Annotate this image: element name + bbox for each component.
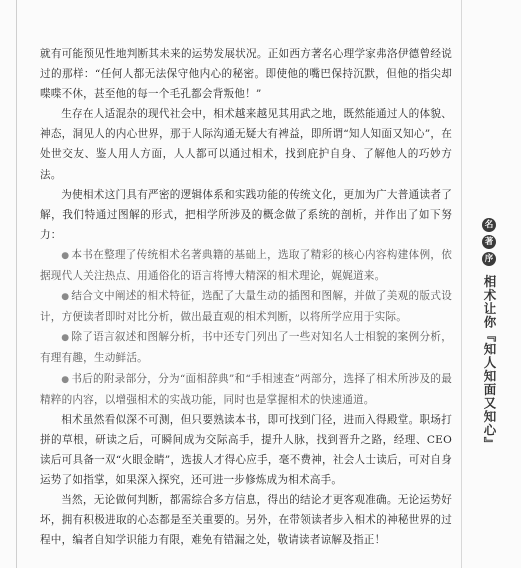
badge-ming: 名 <box>482 218 496 232</box>
paragraph-4: 相术虽然看似深不可测，但只要熟读本书，即可找到门径，进而入得殿堂。职场打拼的草根，研读之后，可瞬间成为交际高手，提升人脉，找到晋升之路，经理、CEO读后可具备一双“火眼金睛”，选拔人才得心应手，毫不费神，社会人士读后，可对自身运势了如指掌，如果深入探究，还可进一步修炼成为相术高手。 <box>40 413 452 486</box>
list-item-4 <box>40 369 452 410</box>
list-item-text: 书后的附录部分，分为“面相辞典”和“手相速查”两部分，选择了相术所涉及的最精粹的内容，以增强相术的实战功能，同时也是掌握相术的快速通道。 <box>40 372 453 406</box>
paragraph-2: 生存在人适混杂的现代社会中，相术越来越见其用武之地，既然能通过人的体貌、神态，洞见人的内心世界，那于人际沟通无疑大有裨益，即所谓“知人知面又知心”，在处世交友、鉴人用人方面，人人都可以通过相术，找到庇护自身、了解他人的巧妙方法。 <box>40 108 452 181</box>
list-item-text: 结合文中阐述的相术特征，选配了大量生动的插图和图解，并做了美观的版式设计，方便读者即时对比分析，做出最直观的相术判断，以将所学应用于实际。 <box>40 290 452 324</box>
bullet-icon: ● <box>61 292 70 303</box>
left-margin-rule <box>16 0 17 568</box>
badge-xu: 序 <box>482 252 496 266</box>
bullet-icon: ● <box>61 333 70 344</box>
paragraph-1: 就有可能预见性地判断其未来的运势发展状况。正如西方著名心理学家弗洛伊德曾经说过的那样：“任何人都无法保守他内心的秘密。即使他的嘴巴保持沉默，但他的指尖却喋喋不休，甚至他的每一个毛孔都会背叛他！” <box>40 48 452 101</box>
list-item-text: 除了语言叙述和图解分析，书中还专门列出了一些对知名人士相貌的案例分析，有理有趣，生动鲜活。 <box>40 331 452 365</box>
list-item-1 <box>40 245 452 286</box>
right-margin-rule <box>461 0 462 568</box>
list-item-text: 本书在整理了传统相术名著典籍的基础上，选取了精彩的核心内容构建体例，依据现代人关注热点、用通俗化的语言将博大精深的相术理论，娓娓道来。 <box>40 248 452 283</box>
bullet-icon: ● <box>61 374 70 385</box>
badge-zhu: 著 <box>482 235 496 249</box>
list-item-3 <box>40 327 452 368</box>
list-item-2 <box>40 286 452 327</box>
paragraph-5: 当然，无论做何判断，都需综合多方信息，得出的结论才更客观准确。无论运势好坏，拥有积极进取的心态都是至关重要的。另外，在带领读者步入相术的神秘世界的过程中，编者自知学识能力有限，难免有错漏之处，敬请读者谅解及指正！ <box>40 494 452 547</box>
sidebar-running-title <box>478 218 500 451</box>
paragraph-3: 为使相术这门具有严密的逻辑体系和实践功能的传统文化，更加为广大普通读者了解，我们特通过图解的形式，把相学所涉及的概念做了系统的剖析，并作出了如下努力： <box>40 188 452 241</box>
bullet-icon: ● <box>61 250 70 261</box>
preface-text <box>40 44 452 550</box>
book-title-vertical: 相术让你『知人知面又知心』 <box>482 275 497 451</box>
